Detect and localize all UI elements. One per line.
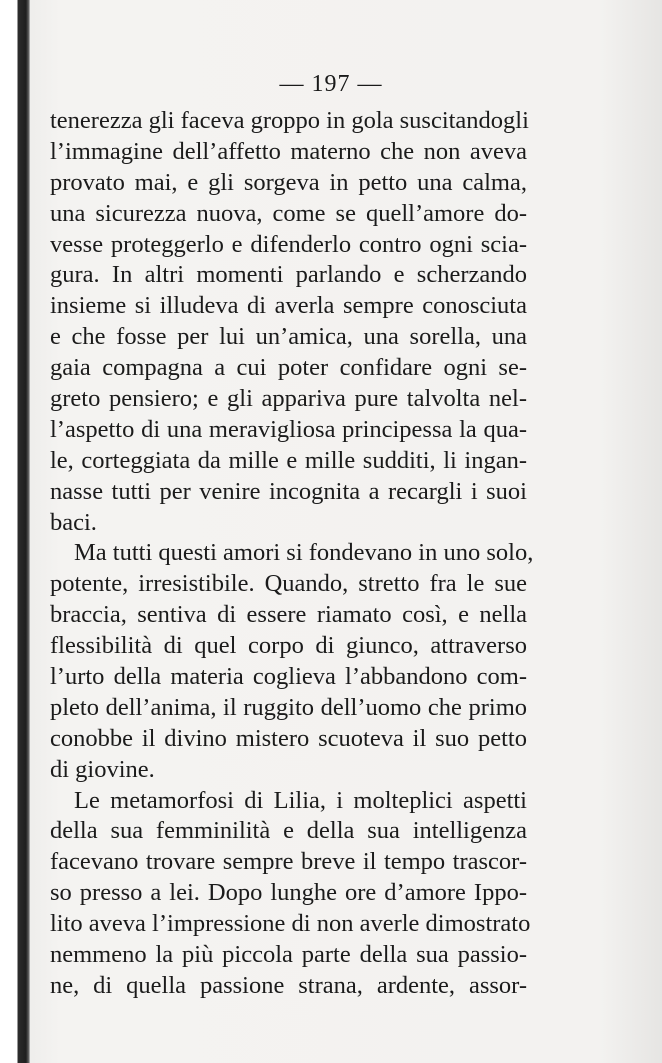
text-line: greto pensiero; e gli appariva pure talvolta nel- <box>50 385 527 413</box>
text-line: gaia compagna a cui poter confidare ogni se- <box>50 354 527 382</box>
text-line: conobbe il divino mistero scuoteva il suo petto <box>50 724 527 752</box>
text-line: flessibilità di quel corpo di giunco, attraverso <box>50 632 527 660</box>
text-line: lito aveva l’impressione di non averle dimostrato <box>50 910 531 938</box>
text-line: so presso a lei. Dopo lunghe ore d’amore Ippo- <box>50 879 527 907</box>
text-line: gura. In altri momenti parlando e scherzando <box>50 261 527 289</box>
text-line: nasse tutti per venire incognita a recargli i suoi <box>50 477 527 505</box>
text-line: nemmeno la più piccola parte della sua passio- <box>50 941 527 969</box>
text-line: l’aspetto di una meravigliosa principessa la qua- <box>50 415 527 443</box>
text-line: vesse proteggerlo e difenderlo contro ogni scia- <box>50 230 527 258</box>
binding-edge <box>0 0 30 1063</box>
text-line: Ma tutti questi amori si fondevano in uno solo, <box>74 539 534 567</box>
text-line: l’immagine dell’affetto materno che non aveva <box>50 137 527 165</box>
text-line: ne, di quella passione strana, ardente, assor- <box>50 971 527 999</box>
text-line: l’urto della materia coglieva l’abbandono com- <box>50 663 527 691</box>
page-number: — 197 — <box>279 71 383 97</box>
text-line: della sua femminilità e della sua intelligenza <box>50 817 527 845</box>
text-line: insieme si illudeva di averla sempre conosciuta <box>50 292 527 320</box>
text-line: facevano trovare sempre breve il tempo trascor- <box>50 848 527 876</box>
text-line: e che fosse per lui un’amica, una sorella, una <box>50 323 527 351</box>
text-line: baci. <box>50 508 97 536</box>
text-line: provato mai, e gli sorgeva in petto una calma, <box>50 168 527 196</box>
body-text <box>50 106 534 1002</box>
text-line: Le metamorfosi di Lilia, i molteplici aspetti <box>74 786 527 814</box>
text-line: tenerezza gli faceva groppo in gola suscitandogli <box>50 107 529 134</box>
text-line: pleto dell’anima, il ruggito dell’uomo che primo <box>50 693 527 721</box>
text-line: una sicurezza nuova, come se quell’amore do- <box>50 199 527 227</box>
text-line: braccia, sentiva di essere riamato così, e nella <box>50 601 527 629</box>
text-line: le, corteggiata da mille e mille sudditi, li ingan- <box>50 446 527 474</box>
text-line: di giovine. <box>50 755 155 783</box>
text-line: potente, irresistibile. Quando, stretto fra le sue <box>50 570 527 598</box>
